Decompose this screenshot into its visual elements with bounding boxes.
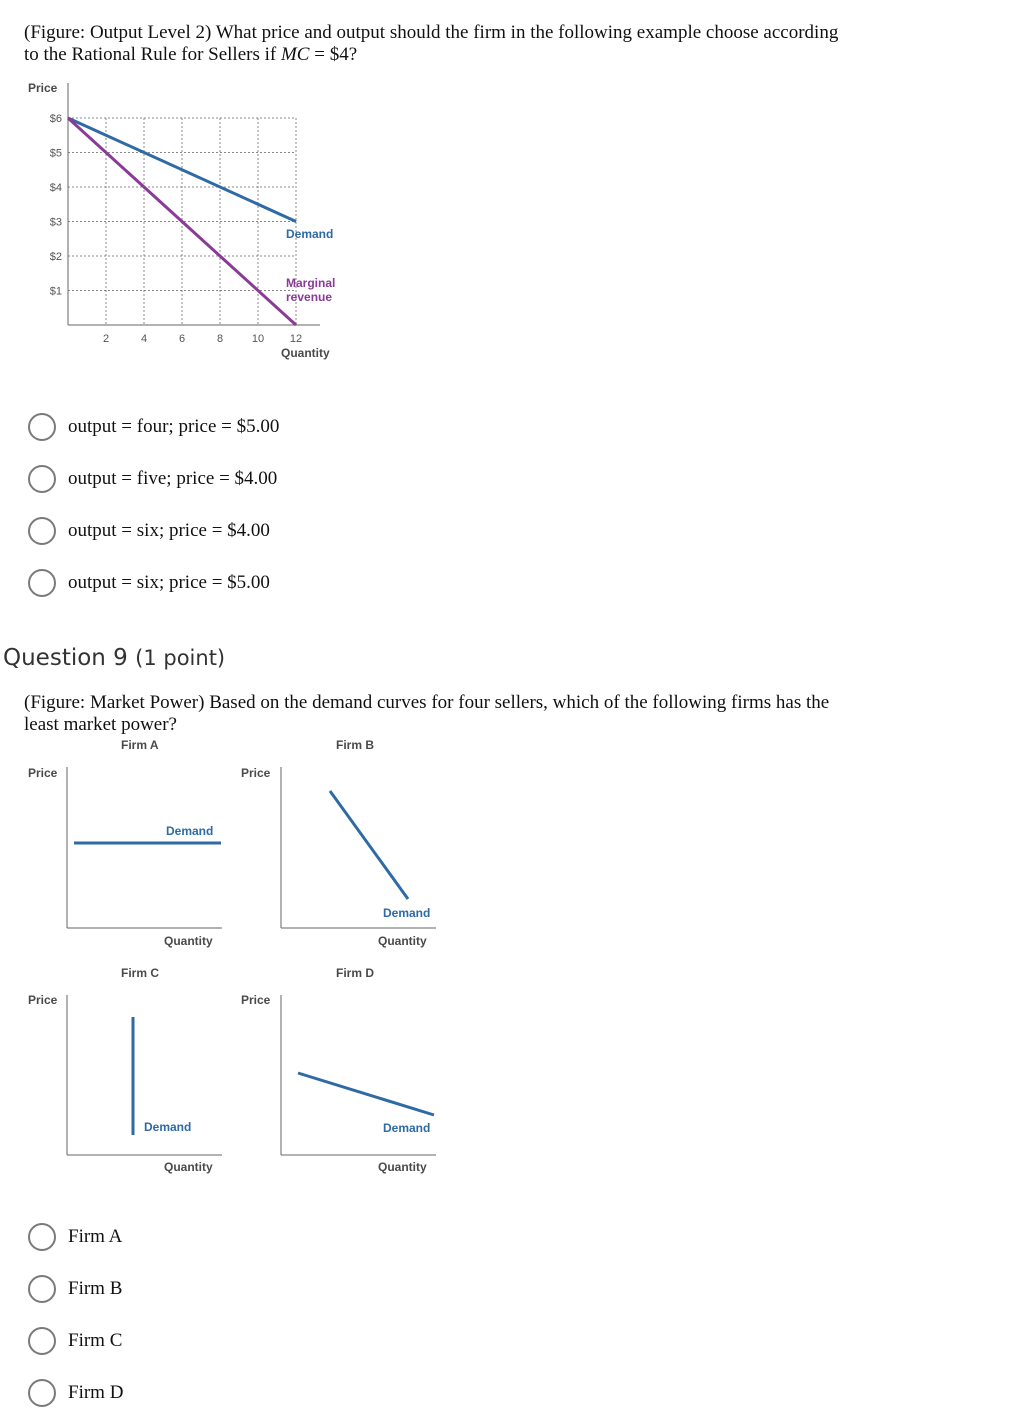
- radio-button[interactable]: [28, 569, 56, 597]
- firm-d-y-label: Price: [241, 993, 271, 1007]
- demand-line: [68, 118, 296, 222]
- market-power-charts: [20, 735, 460, 1185]
- q8-option-1[interactable]: [28, 411, 279, 443]
- question9-points: (1 point): [135, 646, 226, 670]
- option-label: Firm C: [68, 1330, 123, 1351]
- firm-a-y-label: Price: [28, 766, 58, 780]
- x-tick-label: 6: [178, 333, 186, 345]
- demand-label: Demand: [286, 227, 334, 241]
- marginal-revenue-label-line2: revenue: [286, 290, 333, 304]
- y-tick-label: $3: [49, 216, 62, 229]
- firm-b-title: Firm B: [336, 738, 375, 752]
- output-level-chart: [20, 75, 360, 370]
- q9-option-firm-a[interactable]: [28, 1221, 122, 1253]
- firm-b-x-label: Quantity: [378, 934, 427, 948]
- firm-c-x-label: Quantity: [164, 1160, 213, 1174]
- mc-symbol: MC: [280, 44, 310, 65]
- firm-b-chart: [241, 738, 436, 948]
- option-label: output = six; price = $5.00: [68, 572, 270, 593]
- radio-button[interactable]: [28, 1327, 56, 1355]
- option-label: Firm A: [68, 1226, 123, 1247]
- radio-button[interactable]: [28, 1223, 56, 1251]
- firm-b-demand-label: Demand: [383, 906, 431, 920]
- radio-button[interactable]: [28, 1275, 56, 1303]
- question8-prompt-line2: [24, 44, 984, 66]
- y-tick-label: $6: [49, 113, 62, 125]
- firm-c-title: Firm C: [121, 966, 160, 980]
- question9-prompt-line1: (Figure: Market Power) Based on the demand curves for four sellers, which of the following firms has the: [24, 692, 830, 713]
- firm-d-title: Firm D: [336, 966, 375, 980]
- firm-a-chart: [28, 738, 222, 948]
- question9-title: Question 9: [3, 645, 128, 671]
- radio-button[interactable]: [28, 413, 56, 441]
- firm-d-demand-label: Demand: [383, 1121, 431, 1135]
- question8-prompt: [24, 22, 984, 66]
- q9-option-firm-b[interactable]: [28, 1273, 122, 1305]
- q8-option-4[interactable]: [28, 567, 270, 599]
- y-tick-labels: [50, 113, 62, 298]
- prompt-text: to the Rational Rule for Sellers if: [24, 44, 281, 65]
- firm-c-y-label: Price: [28, 993, 58, 1007]
- x-tick-label: 8: [216, 333, 224, 345]
- radio-button[interactable]: [28, 517, 56, 545]
- firm-a-title: Firm A: [121, 738, 159, 752]
- option-label: Firm D: [68, 1382, 124, 1403]
- firm-a-x-label: Quantity: [164, 934, 213, 948]
- prompt-text-end: = $4?: [309, 44, 358, 65]
- firm-c-chart: [28, 966, 222, 1174]
- question9-prompt: [24, 692, 984, 736]
- firm-b-demand-line: [330, 791, 408, 899]
- option-label: output = four; price = $5.00: [68, 416, 280, 437]
- firm-d-x-label: Quantity: [378, 1160, 427, 1174]
- x-tick-label: 10: [251, 333, 265, 345]
- question9-heading: [3, 645, 225, 671]
- q9-option-firm-d[interactable]: [28, 1377, 123, 1409]
- firm-d-demand-line: [298, 1073, 434, 1115]
- option-label: Firm B: [68, 1278, 123, 1299]
- firm-b-y-label: Price: [241, 766, 271, 780]
- y-axis-label: Price: [28, 81, 58, 95]
- q8-option-3[interactable]: [28, 515, 270, 547]
- firm-d-chart: [241, 966, 436, 1174]
- x-axis-label: Quantity: [281, 346, 330, 360]
- q8-option-2[interactable]: [28, 463, 277, 495]
- radio-button[interactable]: [28, 465, 56, 493]
- y-tick-label: $1: [49, 285, 62, 298]
- y-tick-label: $5: [49, 147, 62, 160]
- x-tick-label: 12: [289, 333, 303, 345]
- question8-prompt-line1: (Figure: Output Level 2) What price and output should the firm in the following example choose according: [24, 22, 839, 43]
- firm-a-demand-label: Demand: [166, 824, 214, 838]
- q9-option-firm-c[interactable]: [28, 1325, 122, 1357]
- x-tick-label: 2: [102, 333, 110, 345]
- x-tick-labels: [103, 333, 302, 345]
- marginal-revenue-label-line1: Marginal: [286, 276, 336, 290]
- x-tick-label: 4: [140, 333, 148, 345]
- option-label: output = six; price = $4.00: [68, 520, 270, 541]
- firm-c-demand-label: Demand: [144, 1120, 192, 1134]
- y-tick-label: $2: [49, 251, 62, 263]
- option-label: output = five; price = $4.00: [68, 468, 278, 489]
- y-tick-label: $4: [49, 182, 62, 194]
- question9-prompt-line2: least market power?: [24, 714, 177, 735]
- radio-button[interactable]: [28, 1379, 56, 1407]
